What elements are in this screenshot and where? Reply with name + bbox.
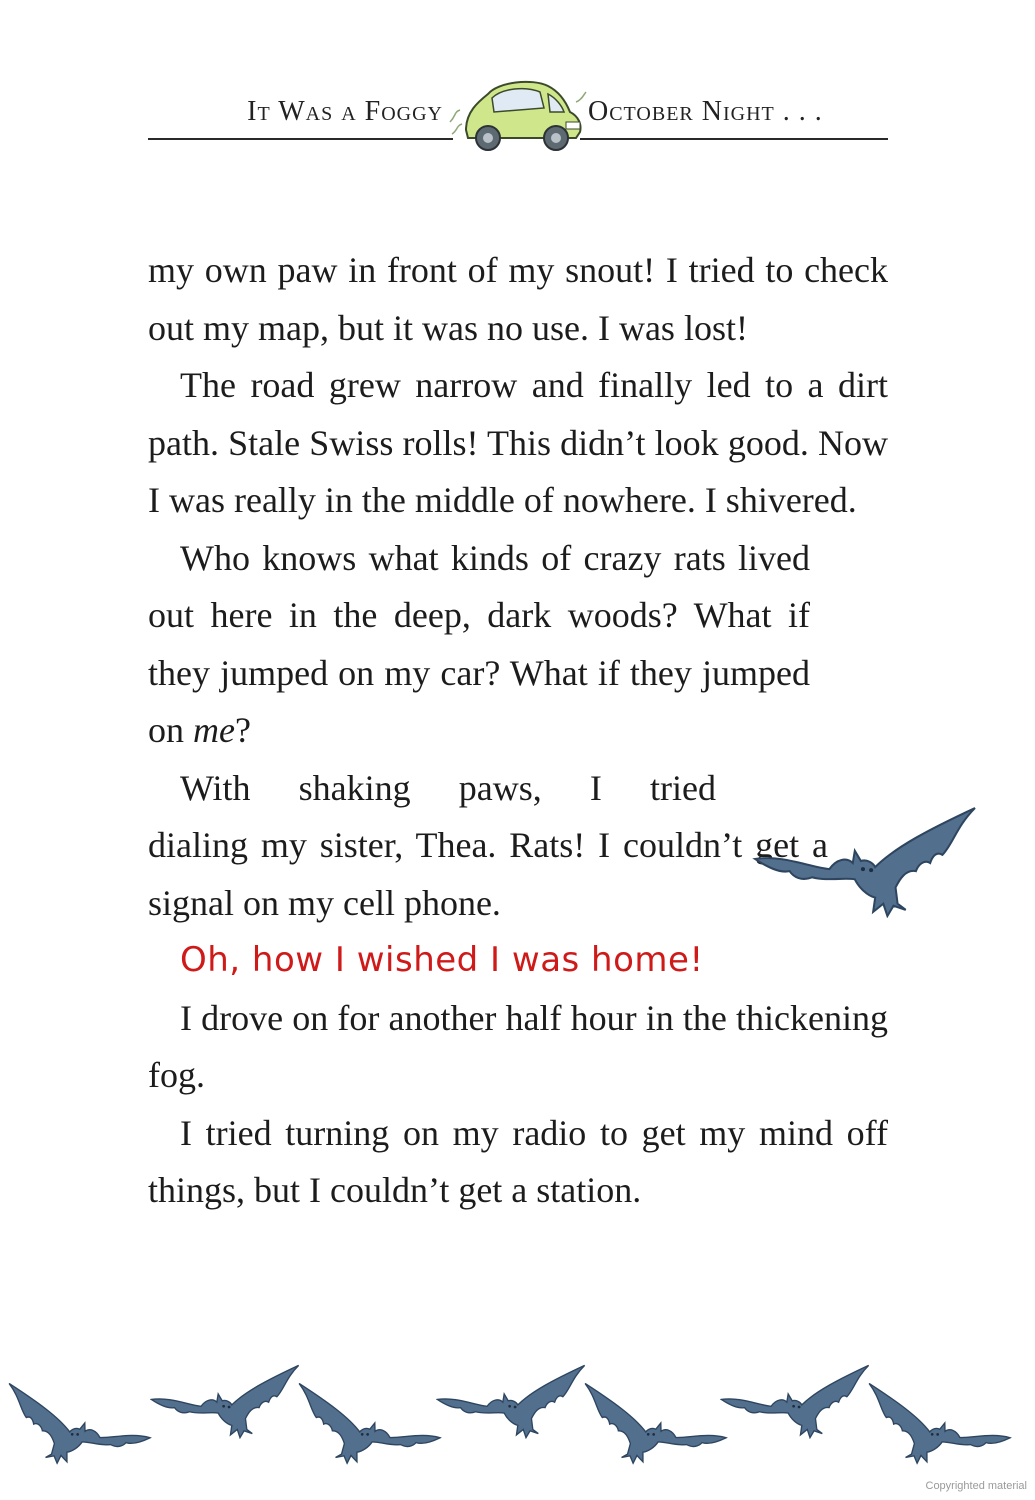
paragraph-2: The road grew narrow and finally led to a dirt path. Stale Swiss rolls! This didn’t look good. Now I was really in the middle of nowhere. I shivered. [148,365,888,520]
paragraph-1: my own paw in front of my snout! I tried to check out my map, but it was no use. I was lost! [148,250,888,348]
header-right-title: October Night . . . [588,96,823,127]
bat-icon [436,1364,586,1439]
bat-icon [0,1382,156,1477]
copyright-notice: Copyrighted material [925,1480,1027,1492]
bat-icon [858,1382,1017,1477]
bat-icon [574,1382,733,1477]
paragraph-3 [148,530,810,760]
paragraph-5: I drove on for another half hour in the thickening fog. [148,997,888,1095]
bat-icon [720,1364,870,1439]
body-text [148,242,888,1220]
header-rule-left [148,138,453,140]
bat-icon [752,806,978,918]
green-car-icon [448,72,588,162]
paragraph-3-text: Who knows what kinds of crazy rats lived out here in the deep, dark woods? What if they jumped on my car? What if they jumped on [148,537,810,750]
header-left-title: It Was a Foggy [247,96,443,127]
paragraph-6: I tried turning on my radio to get my mind off things, but I couldn’t get a station. [148,1112,888,1210]
running-header [148,72,888,152]
paragraph-4-line1: With shaking paws, I tried [180,767,716,808]
bat-icon [288,1382,447,1477]
header-rule-right [580,138,888,140]
paragraph-3-emphasis: me [193,710,235,750]
paragraph-3-end: ? [234,710,251,750]
bat-icon [150,1364,300,1439]
emphasis-line: Oh, how I wished I was home! [180,940,704,980]
paragraph-4-rest: dialing my sister, Thea. Rats! I couldn’t get a signal on my cell phone. [148,825,828,923]
